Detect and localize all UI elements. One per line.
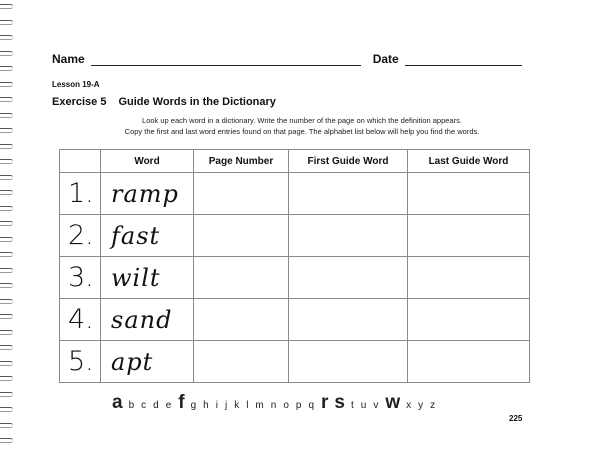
row-number: 5. xyxy=(60,341,101,383)
spiral-coil xyxy=(0,392,13,397)
spiral-coil xyxy=(0,330,13,335)
alphabet-letter: c xyxy=(141,400,147,411)
instructions xyxy=(52,115,552,137)
page-number: 225 xyxy=(509,414,523,423)
spiral-coil xyxy=(0,206,13,211)
alphabet-letter: j xyxy=(224,400,228,411)
alphabet-list xyxy=(112,392,442,414)
row-number: 1. xyxy=(60,173,101,215)
alphabet-letter: e xyxy=(165,400,172,411)
spiral-coil xyxy=(0,438,13,443)
alphabet-letter: v xyxy=(373,400,379,411)
spiral-coil xyxy=(0,82,13,87)
spiral-coil xyxy=(0,190,13,195)
exercise-title: Guide Words in the Dictionary xyxy=(118,96,276,108)
alphabet-letter: i xyxy=(215,400,218,411)
spiral-coil xyxy=(0,175,13,180)
column-header-page-number: Page Number xyxy=(194,150,289,173)
spiral-coil xyxy=(0,237,13,242)
page-number-cell[interactable] xyxy=(194,299,289,341)
spiral-coil xyxy=(0,4,13,9)
spiral-coil xyxy=(0,345,13,350)
page-number-cell[interactable] xyxy=(194,173,289,215)
guide-words-table xyxy=(59,149,530,383)
name-label: Name xyxy=(52,52,85,66)
last-guide-word-cell[interactable] xyxy=(408,215,530,257)
spiral-coil xyxy=(0,66,13,71)
spiral-coil xyxy=(0,144,13,149)
spiral-coil xyxy=(0,128,13,133)
exercise-heading xyxy=(52,96,276,108)
alphabet-letter: y xyxy=(418,400,424,411)
page-number-cell[interactable] xyxy=(194,341,289,383)
alphabet-letter: m xyxy=(255,400,264,411)
row-number: 3. xyxy=(60,257,101,299)
spiral-coil xyxy=(0,221,13,226)
spiral-coil xyxy=(0,314,13,319)
row-word: wilt xyxy=(101,257,194,299)
column-header-word: Word xyxy=(101,150,194,173)
last-guide-word-cell[interactable] xyxy=(408,299,530,341)
alphabet-letter: x xyxy=(406,400,412,411)
last-guide-word-cell[interactable] xyxy=(408,173,530,215)
spiral-coil xyxy=(0,20,13,25)
date-field[interactable] xyxy=(405,53,522,66)
spiral-coil xyxy=(0,376,13,381)
spiral-coil xyxy=(0,268,13,273)
page-number-cell[interactable] xyxy=(194,215,289,257)
alphabet-letter: q xyxy=(308,400,315,411)
column-header-last-guide-word: Last Guide Word xyxy=(408,150,530,173)
first-guide-word-cell[interactable] xyxy=(289,341,408,383)
alphabet-letter: k xyxy=(234,400,240,411)
alphabet-letter: g xyxy=(190,400,197,411)
first-guide-word-cell[interactable] xyxy=(289,215,408,257)
instruction-line-2: Copy the first and last word entries found on that page. The alphabet list below will help you find the words. xyxy=(124,127,480,136)
alphabet-letter: r xyxy=(321,392,329,413)
last-guide-word-cell[interactable] xyxy=(408,341,530,383)
spiral-coil xyxy=(0,252,13,257)
alphabet-letter: s xyxy=(334,392,345,413)
instruction-line-1: Look up each word in a dictionary. Write the number of the page on which the definition appears. xyxy=(142,116,462,125)
alphabet-letter: h xyxy=(203,400,209,411)
row-word: apt xyxy=(101,341,194,383)
alphabet-letter: o xyxy=(283,400,289,411)
alphabet-letter: z xyxy=(430,400,436,411)
alphabet-letter: t xyxy=(351,400,354,411)
spiral-binding xyxy=(0,0,14,456)
alphabet-letter: a xyxy=(112,392,123,413)
alphabet-letter: l xyxy=(246,400,249,411)
row-word: fast xyxy=(101,215,194,257)
alphabet-letter: u xyxy=(360,400,367,411)
spiral-coil xyxy=(0,51,13,56)
exercise-number: Exercise 5 xyxy=(52,96,107,108)
spiral-coil xyxy=(0,159,13,164)
last-guide-word-cell[interactable] xyxy=(408,257,530,299)
name-field[interactable] xyxy=(91,53,361,66)
alphabet-letter: f xyxy=(178,392,185,413)
spiral-coil xyxy=(0,299,13,304)
name-date-row xyxy=(52,52,522,66)
row-word: sand xyxy=(101,299,194,341)
spiral-coil xyxy=(0,283,13,288)
spiral-coil xyxy=(0,423,13,428)
table-row xyxy=(60,173,530,215)
spiral-coil xyxy=(0,113,13,118)
table-row xyxy=(60,257,530,299)
column-header-number xyxy=(60,150,101,173)
alphabet-letter: p xyxy=(295,400,302,411)
alphabet-letter: w xyxy=(385,392,401,413)
first-guide-word-cell[interactable] xyxy=(289,173,408,215)
spiral-coil xyxy=(0,361,13,366)
page-number-cell[interactable] xyxy=(194,257,289,299)
first-guide-word-cell[interactable] xyxy=(289,299,408,341)
spiral-coil xyxy=(0,407,13,412)
table-row xyxy=(60,341,530,383)
row-word: ramp xyxy=(101,173,194,215)
row-number: 4. xyxy=(60,299,101,341)
spiral-coil xyxy=(0,97,13,102)
table-row xyxy=(60,215,530,257)
column-header-first-guide-word: First Guide Word xyxy=(289,150,408,173)
alphabet-letter: b xyxy=(128,400,135,411)
alphabet-letter: d xyxy=(153,400,159,411)
lesson-label: Lesson 19-A xyxy=(52,80,100,89)
spiral-coil xyxy=(0,35,13,40)
alphabet-letter: n xyxy=(270,400,277,411)
table-header-row xyxy=(60,150,530,173)
first-guide-word-cell[interactable] xyxy=(289,257,408,299)
date-label: Date xyxy=(372,52,399,66)
row-number: 2. xyxy=(60,215,101,257)
table-row xyxy=(60,299,530,341)
